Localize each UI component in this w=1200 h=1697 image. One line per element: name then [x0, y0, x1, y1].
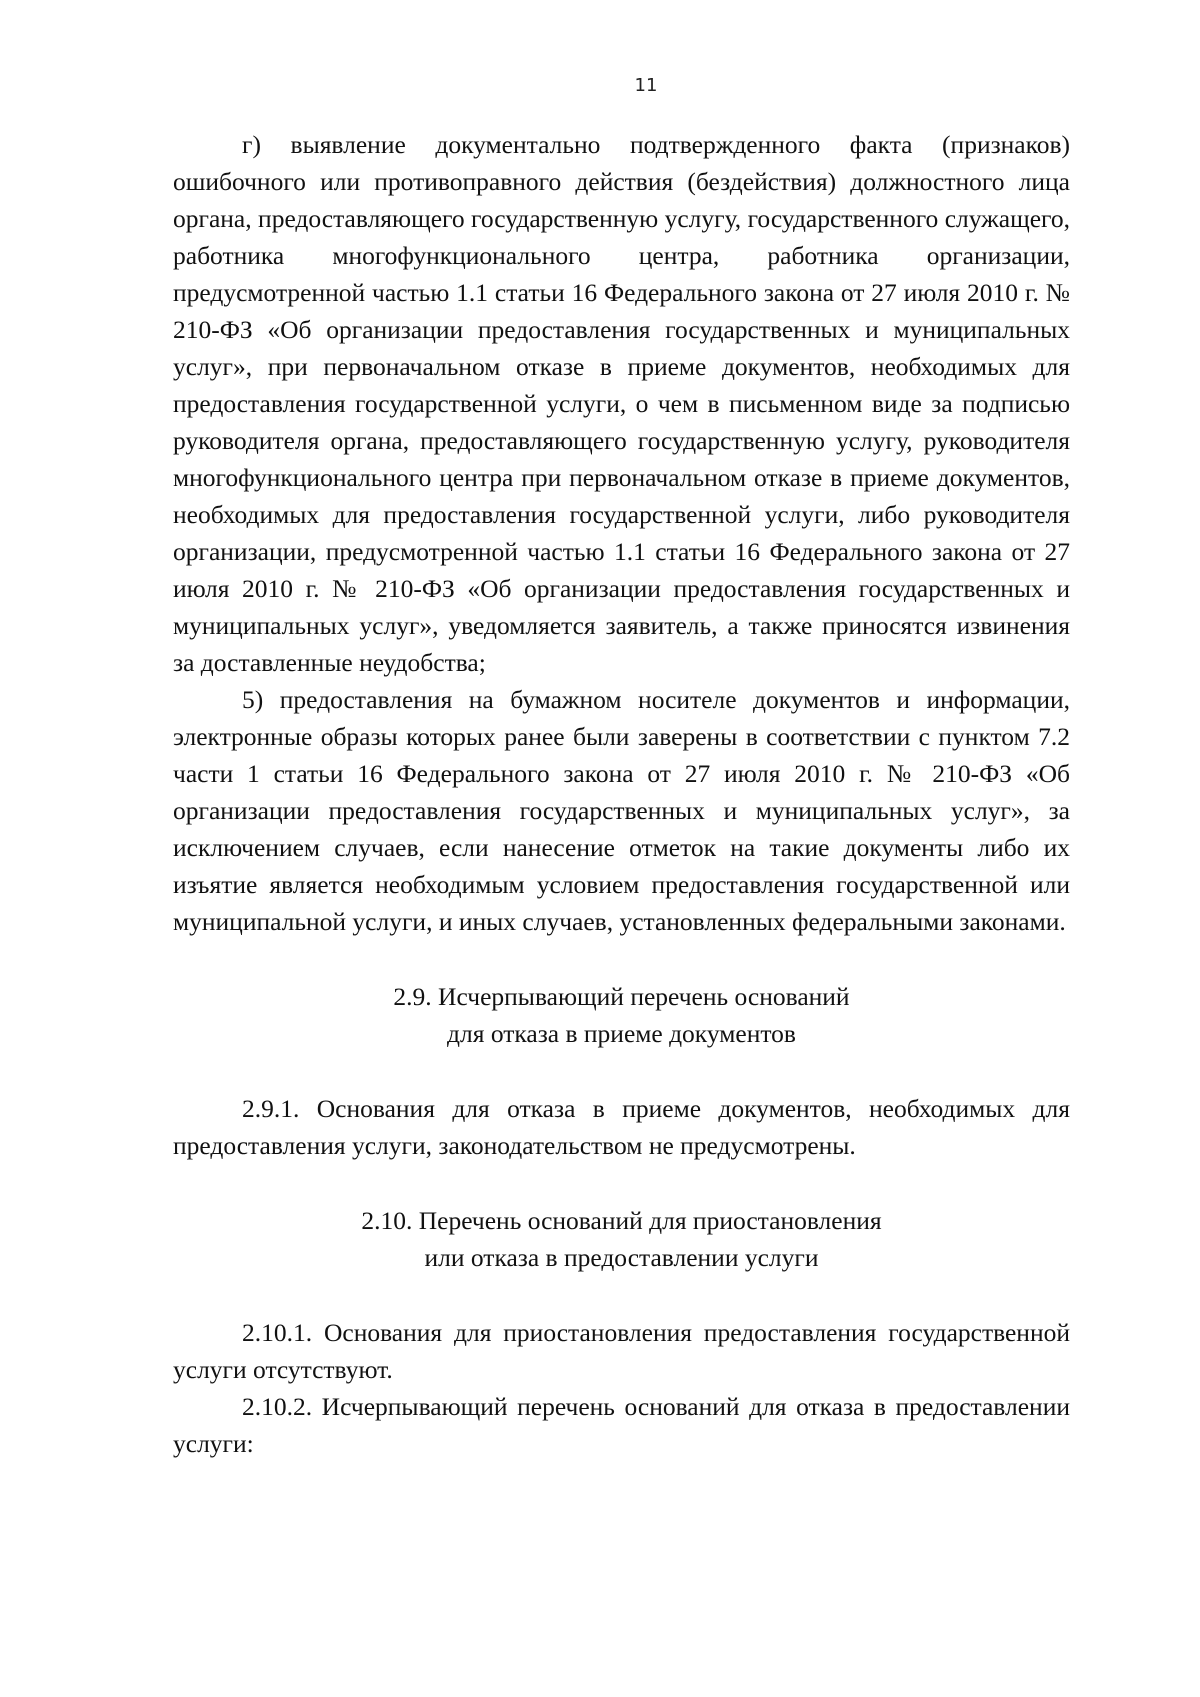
paragraph-2-9-1: 2.9.1. Основания для отказа в приеме документов, необходимых для предоставления услуги, законодательством не предусмотрены.: [173, 1094, 1070, 1160]
section-heading-2-9-line1: 2.9. Исчерпывающий перечень оснований: [393, 982, 850, 1011]
paragraph-2-10-1: 2.10.1. Основания для приостановления предоставления государственной услуги отсутствуют.: [173, 1318, 1070, 1384]
paragraph-item-5: 5) предоставления на бумажном носителе документов и информации, электронные образы которых ранее были заверены в соответствии с пунктом 7.2 части 1 статьи 16 Федерального закона от 27 июля 2010 г. № 210-ФЗ «Об организации предоставления государственных и муниципальных услуг», за исключением случаев, если нанесение отметок на такие документы либо их изъятие является необходимым условием предоставления государственной или муниципальной услуги, и иных случаев, установленных федеральными законами.: [173, 685, 1070, 936]
page-number: 11: [634, 75, 658, 96]
section-heading-2-10: [173, 1202, 1070, 1276]
section-heading-2-10-line1: 2.10. Перечень оснований для приостановления: [361, 1206, 882, 1235]
section-heading-2-9: [173, 978, 1070, 1052]
section-heading-2-10-line2: или отказа в предоставлении услуги: [424, 1243, 819, 1272]
paragraph-g: г) выявление документально подтвержденного факта (признаков) ошибочного или противоправного действия (бездействия) должностного лица органа, предоставляющего государственную услугу, государственного служащего, работника многофункционального центра, работника организации, предусмотренной частью 1.1 статьи 16 Федерального закона от 27 июля 2010 г. № 210-ФЗ «Об организации предоставления государственных и муниципальных услуг», при первоначальном отказе в приеме документов, необходимых для предоставления государственной услуги, о чем в письменном виде за подписью руководителя органа, предоставляющего государственную услугу, руководителя многофункционального центра при первоначальном отказе в приеме документов, необходимых для предоставления государственной услуги, либо руководителя организации, предусмотренной частью 1.1 статьи 16 Федерального закона от 27 июля 2010 г. № 210-ФЗ «Об организации предоставления государственных и муниципальных услуг», уведомляется заявитель, а также приносятся извинения за доставленные неудобства;: [173, 130, 1070, 677]
paragraph-2-10-2: 2.10.2. Исчерпывающий перечень оснований для отказа в предоставлении услуги:: [173, 1392, 1070, 1458]
document-body: [173, 126, 1070, 1462]
section-heading-2-9-line2: для отказа в приеме документов: [447, 1019, 796, 1048]
